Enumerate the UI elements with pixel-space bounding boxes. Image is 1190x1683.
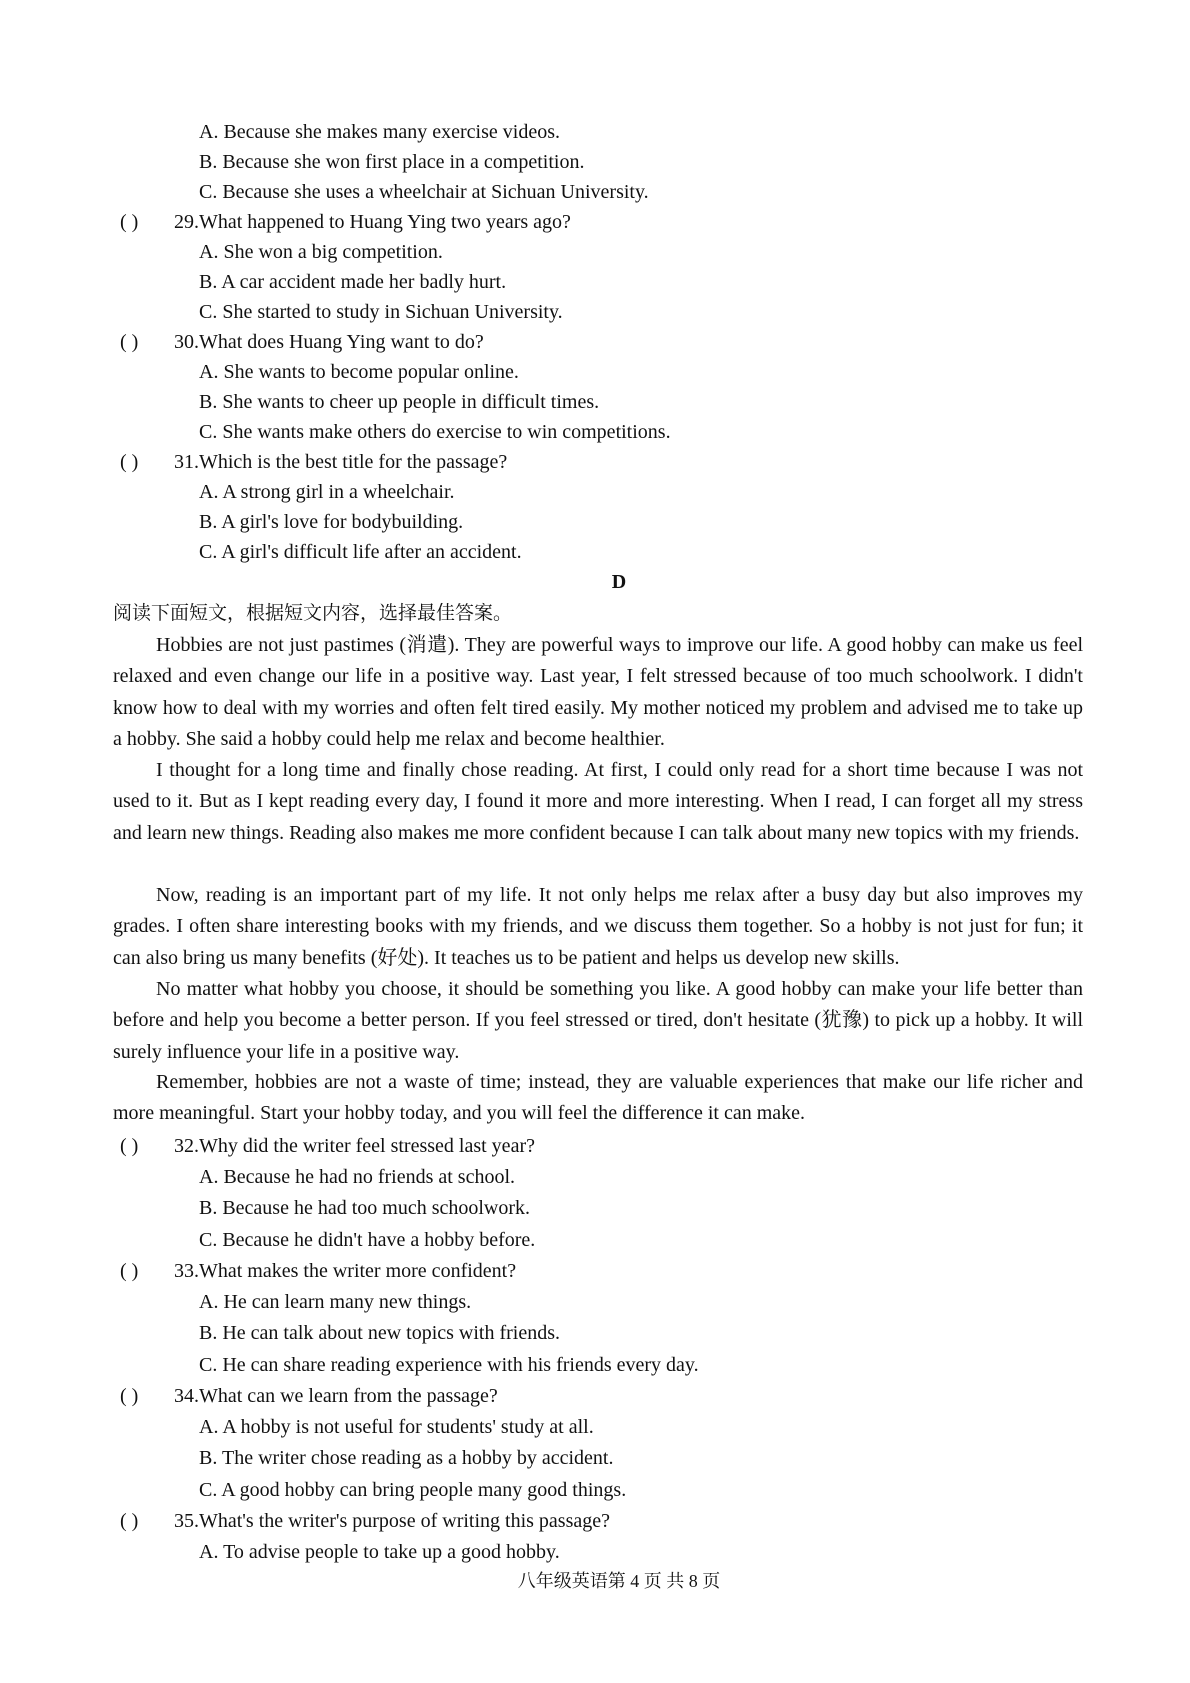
- option-line: A. Because she makes many exercise videos.: [199, 121, 560, 143]
- option-line: C. Because she uses a wheelchair at Sichuan University.: [199, 181, 649, 203]
- option-line: A. A hobby is not useful for students' study at all.: [199, 1416, 594, 1438]
- passage-paragraph: Remember, hobbies are not a waste of time; instead, they are valuable experiences that make our life richer and more meaningful. Start your hobby today, and you will feel the difference it can make.: [113, 1071, 1083, 1125]
- passage-paragraph: Now, reading is an important part of my life. It not only helps me relax after a busy day but also improves my grades. I often share interesting books with my friends, and we discuss them together. So a hobby is not just for fun; it can also bring us many benefits (好处). It teaches us to be patient and helps us develop new skills.: [113, 884, 1083, 969]
- question-30: [120, 332, 484, 352]
- option-line: B. Because she won first place in a competition.: [199, 151, 585, 173]
- option-line: C. A good hobby can bring people many good things.: [199, 1479, 627, 1501]
- option-line: C. She wants make others do exercise to win competitions.: [199, 421, 671, 443]
- question-31: [120, 452, 507, 472]
- answer-bracket[interactable]: ( ): [120, 451, 139, 473]
- page-footer: 八年级英语第 4 页 共 8 页: [517, 1571, 721, 1591]
- option-line: A. To advise people to take up a good hobby.: [199, 1541, 560, 1563]
- question-29: [120, 212, 571, 232]
- question-text: 34.What can we learn from the passage?: [174, 1385, 498, 1407]
- option-line: B. She wants to cheer up people in difficult times.: [199, 391, 600, 413]
- question-text: 29.What happened to Huang Ying two years ago?: [174, 211, 571, 233]
- passage-paragraph: Hobbies are not just pastimes (消遣). They are powerful ways to improve our life. A good hobby can make us feel relaxed and even change our life in a positive way. Last year, I felt stressed because of too much schoolwork. I didn't know how to deal with my worries and often felt tired easily. My mother noticed my problem and advised me to take up a hobby. She said a hobby could help me relax and become healthier.: [113, 634, 1083, 750]
- answer-bracket[interactable]: ( ): [120, 1510, 139, 1532]
- option-line: B. The writer chose reading as a hobby by accident.: [199, 1447, 614, 1469]
- option-line: A. He can learn many new things.: [199, 1291, 472, 1313]
- answer-bracket[interactable]: ( ): [120, 211, 139, 233]
- option-line: A. She wants to become popular online.: [199, 361, 519, 383]
- passage-paragraph: I thought for a long time and finally chose reading. At first, I could only read for a short time because I was not used to it. But as I kept reading every day, I found it more and more interesting. When I read, I can forget all my stress and learn new things. Reading also makes me more confident because I can talk about many new topics with my friends.: [113, 759, 1083, 844]
- option-line: B. He can talk about new topics with friends.: [199, 1322, 561, 1344]
- option-line: A. A strong girl in a wheelchair.: [199, 481, 455, 503]
- option-line: A. Because he had no friends at school.: [199, 1166, 516, 1188]
- question-34: [120, 1386, 498, 1406]
- passage-paragraph: No matter what hobby you choose, it should be something you like. A good hobby can make your life better than before and help you become a better person. If you feel stressed or tired, don't hesitate (犹豫) to pick up a hobby. It will surely influence your life in a positive way.: [113, 978, 1083, 1063]
- answer-bracket[interactable]: ( ): [120, 1135, 139, 1157]
- option-line: C. Because he didn't have a hobby before.: [199, 1229, 536, 1251]
- answer-bracket[interactable]: ( ): [120, 1385, 139, 1407]
- option-line: C. A girl's difficult life after an accident.: [199, 541, 522, 563]
- option-line: A. She won a big competition.: [199, 241, 443, 263]
- section-letter: D: [611, 571, 627, 593]
- answer-bracket[interactable]: ( ): [120, 331, 139, 353]
- question-text: 35.What's the writer's purpose of writing this passage?: [174, 1510, 610, 1532]
- option-line: B. A car accident made her badly hurt.: [199, 271, 507, 293]
- answer-bracket[interactable]: ( ): [120, 1260, 139, 1282]
- question-text: 31.Which is the best title for the passage?: [174, 451, 508, 473]
- option-line: B. A girl's love for bodybuilding.: [199, 511, 464, 533]
- question-35: [120, 1511, 610, 1531]
- option-line: B. Because he had too much schoolwork.: [199, 1197, 531, 1219]
- section-instruction: 阅读下面短文，根据短文内容，选择最佳答案。: [113, 602, 513, 624]
- question-text: 33.What makes the writer more confident?: [174, 1260, 517, 1282]
- option-line: C. She started to study in Sichuan University.: [199, 301, 563, 323]
- question-text: 30.What does Huang Ying want to do?: [174, 331, 484, 353]
- option-line: C. He can share reading experience with his friends every day.: [199, 1354, 699, 1376]
- question-32: [120, 1136, 535, 1156]
- question-text: 32.Why did the writer feel stressed last year?: [174, 1135, 535, 1157]
- question-33: [120, 1261, 516, 1281]
